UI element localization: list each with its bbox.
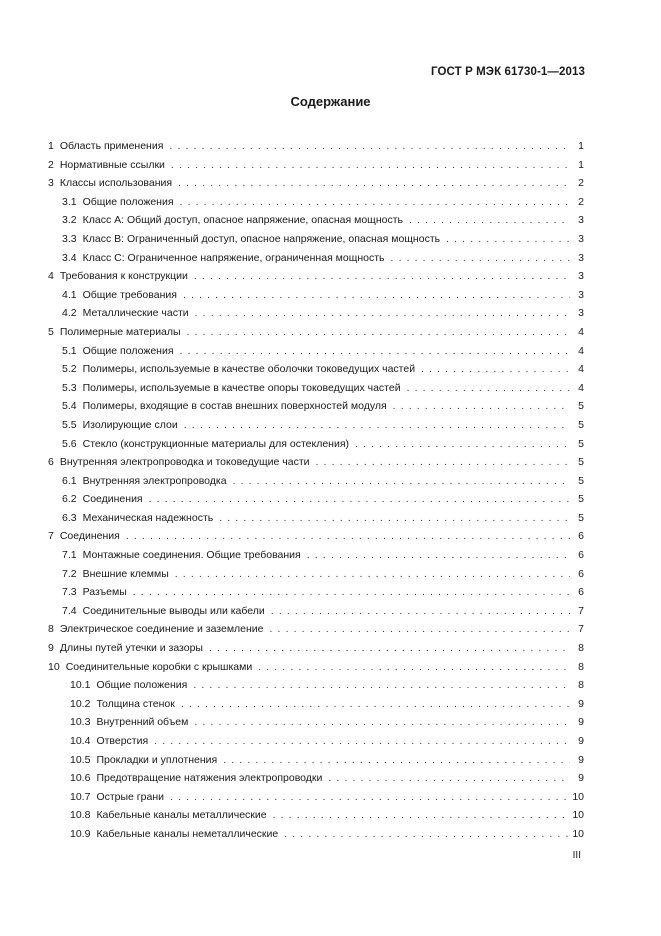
toc-entry-page: 4 <box>578 344 584 357</box>
toc-leader-dots <box>154 732 570 751</box>
toc-entry-title: Толщина стенок <box>96 697 175 710</box>
toc-entry[interactable] <box>48 806 584 825</box>
toc-entry[interactable] <box>48 342 584 361</box>
toc-leader-dots <box>209 639 570 658</box>
toc-entry-number: 2 <box>48 158 54 171</box>
toc-entry[interactable] <box>48 527 584 546</box>
toc-entry-page: 5 <box>578 400 584 413</box>
toc-entry[interactable] <box>48 286 584 305</box>
toc-leader-dots <box>195 304 570 323</box>
toc-entry-number: 5 <box>48 325 54 338</box>
toc-entry[interactable] <box>48 490 584 509</box>
toc-leader-dots <box>171 156 570 175</box>
toc-entry[interactable] <box>48 397 584 416</box>
toc-entry-title: Полимеры, используемые в качестве оболочки токоведущих частей <box>82 363 416 376</box>
toc-entry-number: 10.3 <box>70 716 91 729</box>
toc-leader-dots <box>316 453 570 472</box>
toc-entry[interactable] <box>48 602 584 621</box>
toc-entry-number: 5.2 <box>62 363 77 376</box>
toc-entry[interactable] <box>48 732 584 751</box>
toc-entry-number: 3.3 <box>62 232 77 245</box>
toc-entry-number: 10.9 <box>70 827 91 840</box>
toc-entry-number: 10 <box>48 660 60 673</box>
toc-entry-page: 5 <box>578 493 584 506</box>
toc-entry[interactable] <box>48 695 584 714</box>
toc-entry-title: Область применения <box>59 140 164 152</box>
toc-entry-page: 5 <box>578 511 584 524</box>
toc-entry-page: 3 <box>578 270 584 283</box>
toc-entry-title: Полимерные материалы <box>59 325 181 338</box>
toc-entry-page: 10 <box>572 827 584 840</box>
toc-entry-title: Разъемы <box>82 586 127 599</box>
toc-entry-page: 5 <box>578 456 584 469</box>
toc-leader-dots <box>219 509 570 528</box>
toc-entry-page: 7 <box>578 604 584 617</box>
toc-entry-page: 9 <box>578 735 584 747</box>
toc-entry-title: Металлические части <box>82 307 189 320</box>
toc-entry-number: 3.4 <box>62 251 77 264</box>
toc-entry-title: Соединения <box>82 493 143 506</box>
toc-entry[interactable] <box>48 249 584 268</box>
toc-entry-number: 10.5 <box>70 753 91 766</box>
toc-entry-page: 3 <box>578 232 584 245</box>
toc-entry-title: Класс А: Общий доступ, опасное напряжение, опасная мощность <box>82 214 403 227</box>
toc-leader-dots <box>271 602 570 621</box>
toc-entry-number: 9 <box>48 642 54 655</box>
toc-entry-page: 3 <box>578 288 584 301</box>
toc-leader-dots <box>407 379 570 398</box>
toc-leader-dots <box>180 342 570 361</box>
toc-entry-number: 4.2 <box>62 307 77 320</box>
toc-entry-title: Механическая надежность <box>82 511 214 524</box>
toc-entry-page: 3 <box>578 251 584 264</box>
toc-entry-title: Длины путей утечки и зазоры <box>59 642 203 655</box>
toc-entry-number: 5.1 <box>62 344 77 357</box>
toc-entry-page: 6 <box>578 549 584 562</box>
toc-entry-page: 1 <box>578 140 584 152</box>
toc-entry-number: 5.6 <box>62 437 77 450</box>
toc-entry-title: Соединения <box>59 530 120 543</box>
toc-leader-dots <box>328 769 570 788</box>
toc-leader-dots <box>270 620 570 639</box>
toc-entry[interactable] <box>48 713 584 732</box>
toc-leader-dots <box>133 583 570 602</box>
toc-leader-dots <box>183 286 570 305</box>
toc-leader-dots <box>258 658 570 677</box>
toc-entry-number: 7.1 <box>62 549 77 562</box>
toc-entry-title: Монтажные соединения. Общие требования <box>82 549 301 562</box>
toc-leader-dots <box>187 323 570 342</box>
toc-entry[interactable] <box>48 174 584 193</box>
toc-entry-page: 3 <box>578 214 584 227</box>
toc-entry-number: 5.4 <box>62 400 77 413</box>
toc-leader-dots <box>180 193 570 212</box>
toc-leader-dots <box>169 137 570 156</box>
toc-entry-page: 4 <box>578 363 584 376</box>
toc-entry[interactable] <box>48 230 584 249</box>
toc-entry[interactable] <box>48 509 584 528</box>
toc-entry-title: Острые грани <box>96 790 164 803</box>
toc-entry-number: 10.2 <box>70 697 91 710</box>
toc-entry[interactable] <box>48 137 584 156</box>
toc-leader-dots <box>178 174 570 193</box>
toc-entry-title: Кабельные каналы неметаллические <box>96 827 279 840</box>
toc-entry[interactable] <box>48 583 584 602</box>
toc-entry-number: 6.1 <box>62 474 77 487</box>
toc-leader-dots <box>446 230 570 249</box>
toc-entry-title: Предотвращение натяжения электропроводки <box>96 772 323 785</box>
toc-entry[interactable] <box>48 323 584 342</box>
toc-entry-title: Соединительные коробки с крышками <box>65 660 253 673</box>
toc-entry-title: Внутренняя электропроводка <box>82 474 227 487</box>
toc-leader-dots <box>181 695 570 714</box>
toc-entry-page: 5 <box>578 437 584 450</box>
toc-leader-dots <box>175 565 570 584</box>
toc-entry[interactable] <box>48 360 584 379</box>
toc-entry[interactable] <box>48 379 584 398</box>
toc-entry-title: Изолирующие слои <box>82 418 178 431</box>
toc-leader-dots <box>421 360 570 379</box>
toc-leader-dots <box>233 472 570 491</box>
toc-entry-number: 3.2 <box>62 214 77 227</box>
toc-entry-number: 7 <box>48 530 54 543</box>
toc-entry-page: 8 <box>578 679 584 692</box>
toc-entry-page: 2 <box>578 195 584 208</box>
toc-leader-dots <box>194 713 570 732</box>
toc-entry-page: 6 <box>578 530 584 543</box>
toc-entry-page: 2 <box>578 177 584 190</box>
toc-leader-dots <box>193 676 570 695</box>
toc-entry-title: Кабельные каналы металлические <box>96 809 267 822</box>
toc-entry-page: 6 <box>578 586 584 599</box>
toc-entry-title: Общие положения <box>96 679 188 692</box>
toc-entry[interactable] <box>48 639 584 658</box>
toc-entry-page: 9 <box>578 716 584 729</box>
table-of-contents <box>48 137 584 844</box>
toc-entry-number: 10.6 <box>70 772 91 785</box>
toc-entry-number: 4.1 <box>62 288 77 301</box>
toc-entry-title: Электрическое соединение и заземление <box>59 623 264 636</box>
toc-entry-page: 4 <box>578 381 584 394</box>
toc-entry[interactable] <box>48 435 584 454</box>
toc-entry-page: 7 <box>578 623 584 636</box>
toc-leader-dots <box>355 435 570 454</box>
toc-entry[interactable] <box>48 416 584 435</box>
toc-entry-number: 10.1 <box>70 679 91 692</box>
toc-entry-page: 4 <box>578 325 584 338</box>
toc-entry[interactable] <box>48 304 584 323</box>
toc-entry-title: Стекло (конструкционные материалы для остекления) <box>82 437 350 450</box>
toc-entry-page: 9 <box>578 753 584 766</box>
toc-entry-title: Внутренний объем <box>96 716 189 729</box>
toc-entry-page: 8 <box>578 642 584 655</box>
toc-entry[interactable] <box>48 472 584 491</box>
toc-entry-page: 6 <box>578 567 584 580</box>
toc-entry-number: 4 <box>48 270 54 283</box>
toc-entry-number: 8 <box>48 623 54 636</box>
toc-entry-number: 6.2 <box>62 493 77 506</box>
toc-entry-number: 5.5 <box>62 418 77 431</box>
toc-entry-number: 5.3 <box>62 381 77 394</box>
toc-entry-number: 6 <box>48 456 54 469</box>
page-number: III <box>572 850 581 861</box>
toc-leader-dots <box>170 788 568 807</box>
toc-entry-page: 5 <box>578 418 584 431</box>
toc-entry-page: 9 <box>578 697 584 710</box>
toc-entry-title: Общие требования <box>82 288 177 301</box>
toc-leader-dots <box>393 397 570 416</box>
toc-entry-number: 3 <box>48 177 54 190</box>
toc-entry-page: 3 <box>578 307 584 320</box>
toc-entry-title: Нормативные ссылки <box>59 158 165 171</box>
toc-entry-title: Общие положения <box>82 344 174 357</box>
toc-entry-number: 1 <box>48 140 54 152</box>
toc-entry[interactable] <box>48 658 584 677</box>
toc-entry-number: 3.1 <box>62 195 77 208</box>
toc-entry-title: Классы использования <box>59 177 173 190</box>
toc-leader-dots <box>391 249 570 268</box>
toc-entry-title: Внутренняя электропроводка и токоведущие части <box>59 456 310 469</box>
toc-entry-title: Внешние клеммы <box>82 567 169 580</box>
toc-leader-dots <box>223 751 570 770</box>
toc-entry-title: Отверстия <box>96 735 149 747</box>
toc-entry-page: 10 <box>572 809 584 822</box>
toc-entry-title: Полимеры, входящие в состав внешних поверхностей модуля <box>82 400 387 413</box>
toc-entry-page: 5 <box>578 474 584 487</box>
toc-entry-title: Соединительные выводы или кабели <box>82 604 265 617</box>
toc-entry[interactable] <box>48 565 584 584</box>
toc-entry[interactable] <box>48 825 584 844</box>
toc-leader-dots <box>307 546 570 565</box>
toc-entry-title: Общие положения <box>82 195 174 208</box>
toc-entry-page: 1 <box>578 158 584 171</box>
toc-leader-dots <box>194 267 570 286</box>
toc-entry-title: Полимеры, используемые в качестве опоры токоведущих частей <box>82 381 401 394</box>
toc-entry[interactable] <box>48 769 584 788</box>
toc-leader-dots <box>409 211 570 230</box>
toc-entry[interactable] <box>48 193 584 212</box>
toc-entry[interactable] <box>48 546 584 565</box>
toc-entry[interactable] <box>48 267 584 286</box>
toc-entry-title: Класс С: Ограниченное напряжение, ограниченная мощность <box>82 251 385 264</box>
toc-entry-number: 10.4 <box>70 735 91 747</box>
toc-leader-dots <box>273 806 569 825</box>
toc-leader-dots <box>184 416 570 435</box>
toc-entry[interactable] <box>48 751 584 770</box>
toc-entry-page: 8 <box>578 660 584 673</box>
toc-entry-title: Требования к конструкции <box>59 270 188 283</box>
toc-entry-number: 6.3 <box>62 511 77 524</box>
toc-title: Содержание <box>290 94 371 109</box>
toc-entry-page: 10 <box>572 790 584 803</box>
toc-entry[interactable] <box>48 788 584 807</box>
toc-entry[interactable] <box>48 453 584 472</box>
toc-entry-page: 9 <box>578 772 584 785</box>
toc-entry-number: 7.2 <box>62 567 77 580</box>
toc-leader-dots <box>126 527 570 546</box>
toc-leader-dots <box>149 490 570 509</box>
toc-entry-number: 7.4 <box>62 604 77 617</box>
toc-entry-number: 10.8 <box>70 809 91 822</box>
toc-entry-title: Прокладки и уплотнения <box>96 753 218 766</box>
toc-entry[interactable] <box>48 620 584 639</box>
toc-entry-number: 10.7 <box>70 790 91 803</box>
toc-leader-dots <box>284 825 568 844</box>
toc-entry[interactable] <box>48 156 584 175</box>
document-code: ГОСТ Р МЭК 61730-1—2013 <box>431 66 585 78</box>
toc-entry[interactable] <box>48 676 584 695</box>
toc-entry[interactable] <box>48 211 584 230</box>
toc-entry-number: 7.3 <box>62 586 77 599</box>
toc-entry-title: Класс В: Ограниченный доступ, опасное напряжение, опасная мощность <box>82 232 441 245</box>
